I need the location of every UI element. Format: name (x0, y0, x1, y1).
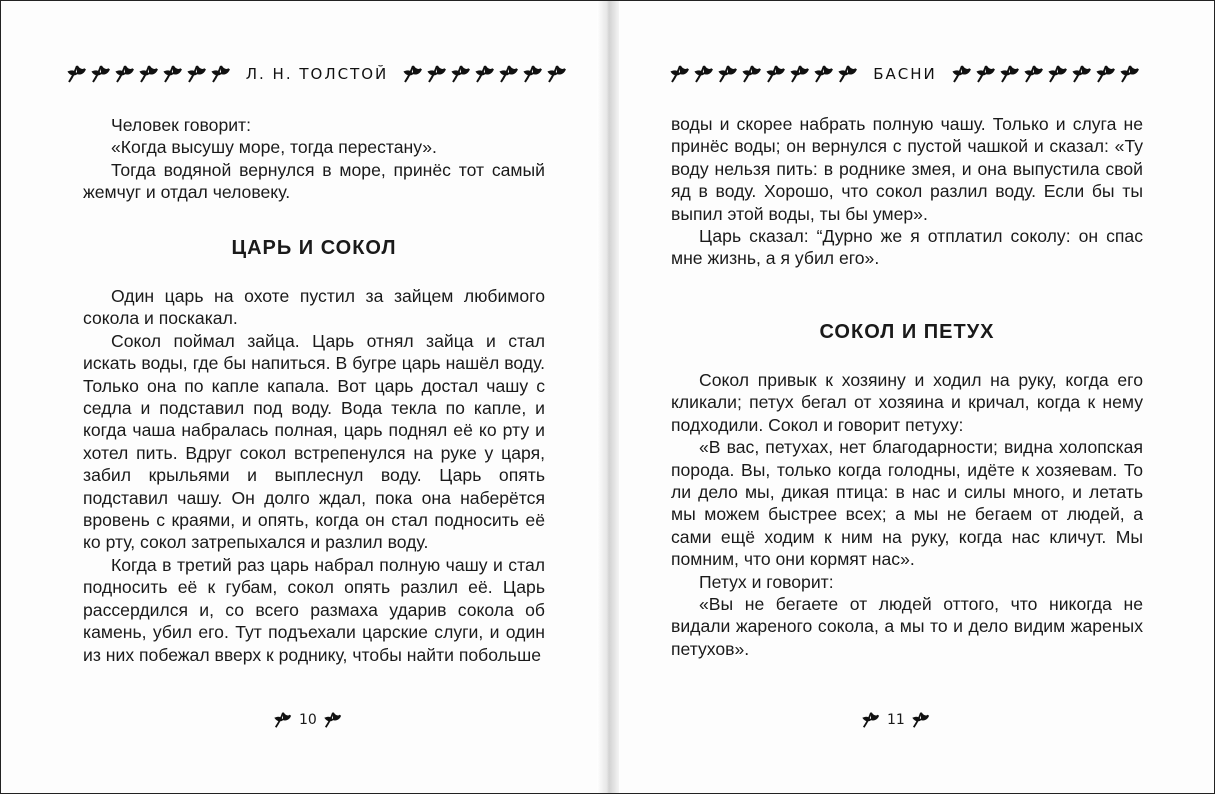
leaf-flourish-icon (813, 62, 835, 86)
paragraph: Сокол поймал зайца. Царь отнял зайца и стал искать воды, где бы напиться. В бугре царь нашёл воду. Только она по капле капала. Вот царь достал чашу с седла и подставил под воду. Вода текла по капле, и когда чаша набралась полная, царь поднял её ко рту и хотел пить. Вдруг сокол встрепенулся на руке у царя, забил крыльями и выплеснул воду. Царь опять подставил чашу. Он долго ждал, пока она наберётся вровень с краями, и опять, когда он стал подносить её ко рту, сокол затрепыхался и разлил воду. (83, 330, 545, 553)
leaf-flourish-icon (162, 62, 184, 86)
right-header-ornaments-right (951, 62, 1141, 86)
story-title-tsar-and-falcon: ЦАРЬ И СОКОЛ (231, 237, 397, 259)
paragraph: Когда в третий раз царь набрал полную чашу и стал подносить её к губам, сокол опять разлил её. Царь рассердился и, со всего размаха ударив сокола об камень, убил его. Тут подъехали царские слуги, и один из них побежал вверх к роднику, чтобы найти побольше (83, 554, 545, 665)
leaf-flourish-icon (402, 62, 424, 86)
leaf-flourish-icon (426, 62, 448, 86)
leaf-flourish-icon (951, 62, 973, 86)
right-page (613, 1, 1214, 793)
leaf-flourish-icon (114, 62, 136, 86)
leaf-flourish-icon (1047, 62, 1069, 86)
paragraph: Царь сказал: “Дурно же я отплатил соколу: он спас мне жизнь, а я убил его». (671, 226, 1143, 269)
left-running-header (73, 57, 561, 91)
left-header-ornaments-right (402, 62, 568, 86)
leaf-flourish-icon (522, 62, 544, 86)
leaf-flourish-icon (861, 709, 881, 731)
running-head-author: Л. Н. ТОЛСТОЙ (245, 65, 389, 83)
left-header-ornaments-left (66, 62, 232, 86)
leaf-flourish-icon (1119, 62, 1141, 86)
running-head-section: БАСНИ (873, 65, 937, 83)
leaf-flourish-icon (717, 62, 739, 86)
leaf-flourish-icon (186, 62, 208, 86)
paragraph: Человек говорит: (111, 115, 252, 135)
leaf-flourish-icon (741, 62, 763, 86)
leaf-flourish-icon (90, 62, 112, 86)
left-story-text (83, 285, 545, 666)
paragraph: «Когда высушу море, тогда перестану». (111, 137, 437, 158)
story-title-falcon-and-rooster: СОКОЛ И ПЕТУХ (819, 321, 995, 343)
page-number: 11 (887, 712, 905, 728)
page-number: 10 (299, 712, 317, 728)
leaf-flourish-icon (999, 62, 1021, 86)
right-continued-text (671, 113, 1143, 270)
leaf-flourish-icon (323, 709, 343, 731)
paragraph: «Вы не бегаете от людей оттого, что никогда не видали жареного сокола, а мы то и дело видим жареных петухов». (671, 594, 1143, 659)
leaf-flourish-icon (138, 62, 160, 86)
paragraph: Петух и говорит: (699, 571, 834, 592)
leaf-flourish-icon (546, 62, 568, 86)
left-page (1, 1, 601, 793)
leaf-flourish-icon (1023, 62, 1045, 86)
leaf-flourish-icon (837, 62, 859, 86)
leaf-flourish-icon (474, 62, 496, 86)
leaf-flourish-icon (669, 62, 691, 86)
leaf-flourish-icon (450, 62, 472, 86)
paragraph: Сокол привык к хозяину и ходил на руку, когда его кликали; петух бегал от хозяина и кричал, когда к нему подходили. Сокол и говорит петуху: (671, 370, 1143, 435)
leaf-flourish-icon (765, 62, 787, 86)
right-story-text (671, 369, 1143, 660)
left-intro-text (83, 114, 545, 204)
paragraph: воды и скорее набрать полную чашу. Только и слуга не принёс воды; он вернулся с пустой чашкой и сказал: «Ту воду нельзя пить: в роднике змея, и она выпустила свой яд в воду. Хорошо, что сокол разлил воду. Если бы ты выпил этой воды, ты бы умер». (671, 114, 1143, 224)
leaf-flourish-icon (210, 62, 232, 86)
leaf-flourish-icon (911, 709, 931, 731)
leaf-flourish-icon (1095, 62, 1117, 86)
leaf-flourish-icon (66, 62, 88, 86)
right-header-ornaments-left (669, 62, 859, 86)
paragraph: Один царь на охоте пустил за зайцем любимого сокола и поскакал. (83, 286, 545, 329)
leaf-flourish-icon (498, 62, 520, 86)
leaf-flourish-icon (789, 62, 811, 86)
leaf-flourish-icon (693, 62, 715, 86)
paragraph: Тогда водяной вернулся в море, принёс тот самый жемчуг и отдал человеку. (83, 159, 545, 203)
right-running-header (659, 57, 1151, 91)
leaf-flourish-icon (975, 62, 997, 86)
leaf-flourish-icon (1071, 62, 1093, 86)
leaf-flourish-icon (273, 709, 293, 731)
left-page-folio (273, 709, 343, 731)
right-page-folio (861, 709, 931, 731)
paragraph: «В вас, петухах, нет благодарности; видна холопская порода. Вы, только когда голодны, идёте к хозяевам. То ли дело мы, дикая птица: в нас и силы много, и летать мы можем быстрее всех; а мы не бегаем от людей, а сами ещё ходим к ним на руку, когда нас кличут. Мы помним, что они кормят нас». (671, 437, 1143, 570)
